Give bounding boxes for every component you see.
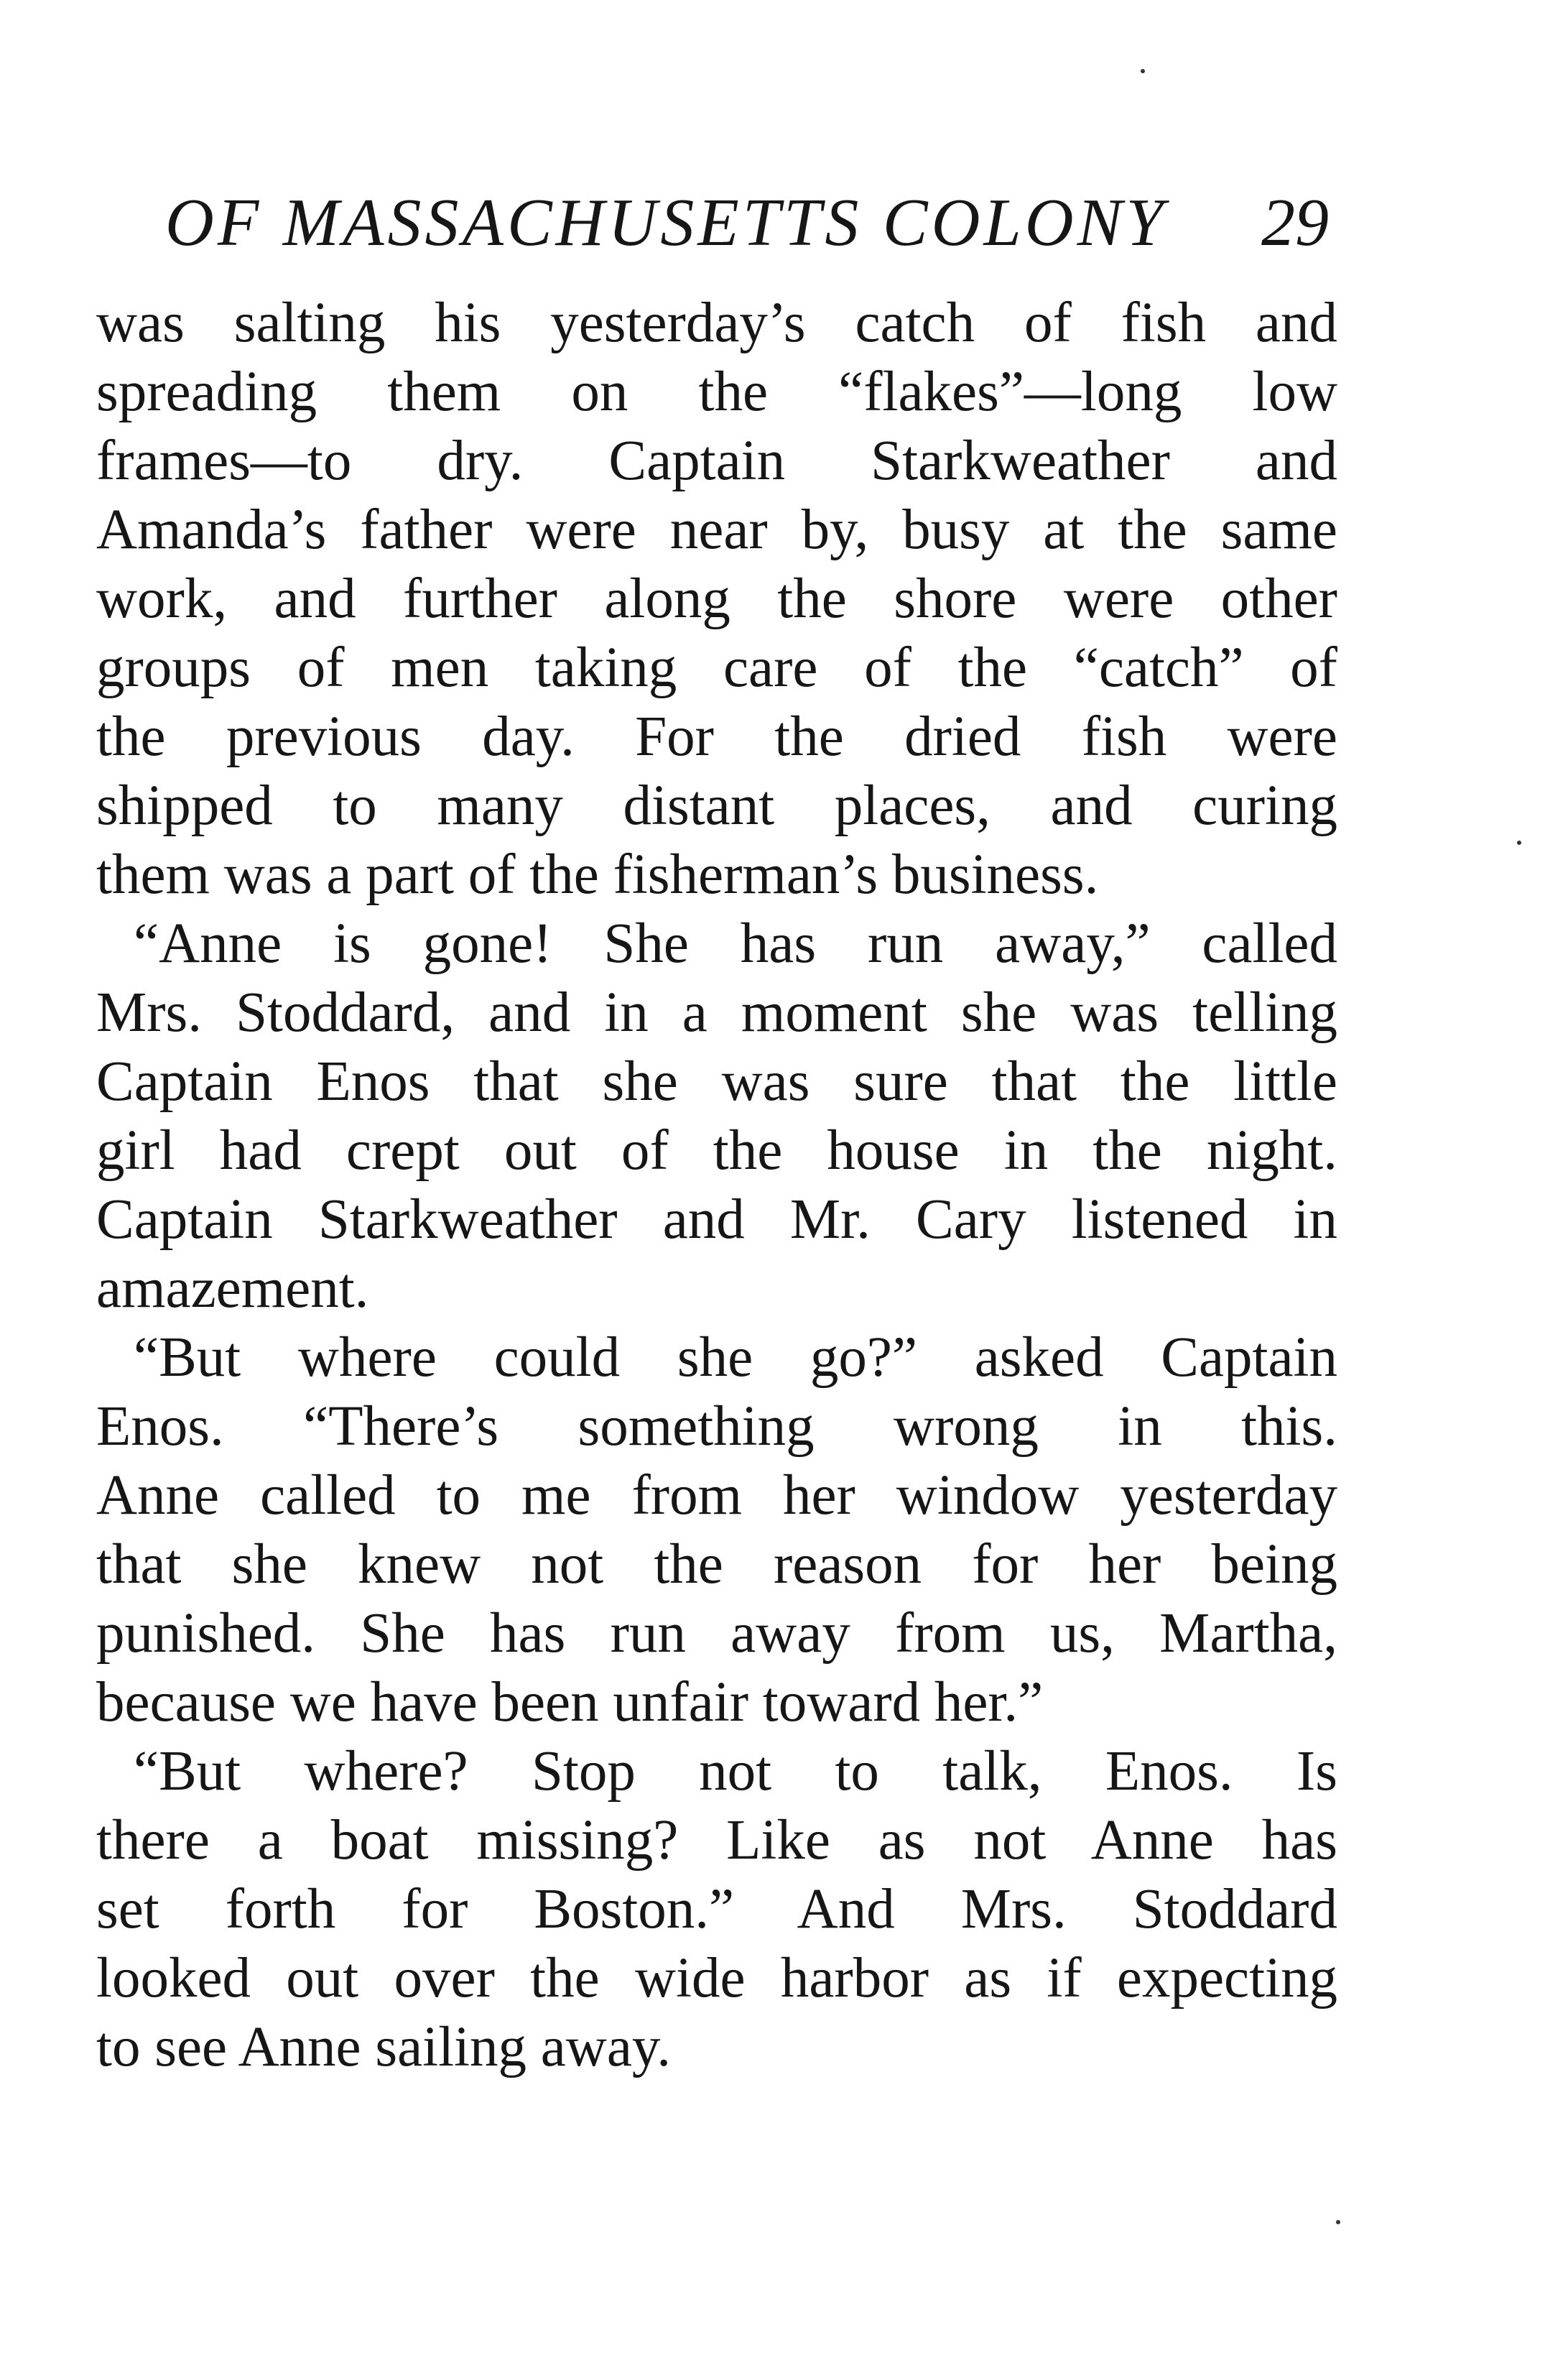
body-text xyxy=(96,289,1337,2082)
paragraph xyxy=(96,1737,1337,2082)
text-line: “But where could she go?” asked Captain xyxy=(134,1326,1337,1389)
text-line: Anne called to me from her window yesterday xyxy=(96,1464,1337,1527)
text-line: Enos. “There’s something wrong in this. xyxy=(96,1395,1337,1458)
paragraph xyxy=(96,910,1337,1323)
text-line: them was a part of the fisherman’s business. xyxy=(96,843,1099,906)
text-line: was salting his yesterday’s catch of fish and xyxy=(96,292,1337,354)
page-number: 29 xyxy=(1261,185,1329,260)
text-line: looked out over the wide harbor as if expecting xyxy=(96,1947,1337,2009)
text-line: shipped to many distant places, and curing xyxy=(96,774,1337,837)
text-line: there a boat missing? Like as not Anne has xyxy=(96,1809,1337,1872)
text-line: the previous day. For the dried fish were xyxy=(96,706,1337,768)
text-line: spreading them on the “flakes”—long low xyxy=(96,361,1337,423)
text-line: work, and further along the shore were other xyxy=(96,568,1337,630)
paper-speck xyxy=(1336,2220,1340,2224)
paragraph xyxy=(96,289,1337,910)
text-line: because we have been unfair toward her.” xyxy=(96,1671,1044,1734)
text-line: “Anne is gone! She has run away,” called xyxy=(134,912,1337,975)
text-line: Amanda’s father were near by, busy at the same xyxy=(96,499,1337,561)
text-line: to see Anne sailing away. xyxy=(96,2016,672,2078)
running-title: OF MASSACHUSETTS COLONY xyxy=(165,185,1167,260)
text-line: set forth for Boston.” And Mrs. Stoddard xyxy=(96,1878,1337,1941)
text-line: groups of men taking care of the “catch” of xyxy=(96,637,1337,699)
running-head xyxy=(165,172,1329,273)
text-line: “But where? Stop not to talk, Enos. Is xyxy=(134,1740,1337,1803)
text-line: that she knew not the reason for her being xyxy=(96,1533,1337,1596)
paper-speck xyxy=(1517,841,1521,845)
paragraph xyxy=(96,1323,1337,1737)
paper-speck xyxy=(1141,69,1145,73)
text-line: Captain Enos that she was sure that the little xyxy=(96,1050,1337,1113)
text-line: girl had crept out of the house in the night. xyxy=(96,1119,1337,1182)
text-line: frames—to dry. Captain Starkweather and xyxy=(96,430,1337,492)
text-line: Captain Starkweather and Mr. Cary listened in xyxy=(96,1188,1337,1251)
text-line: Mrs. Stoddard, and in a moment she was telling xyxy=(96,981,1337,1044)
text-line: punished. She has run away from us, Martha, xyxy=(96,1602,1337,1665)
text-line: amazement. xyxy=(96,1257,369,1320)
